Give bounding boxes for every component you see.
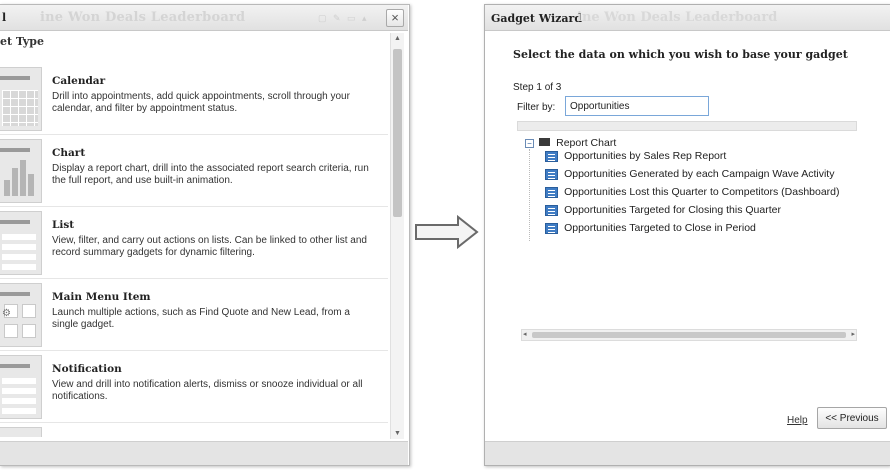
partial-thumb-icon	[0, 427, 42, 437]
wizard-content	[493, 33, 890, 435]
collapse-icon[interactable]: −	[525, 139, 534, 148]
report-icon	[545, 205, 558, 216]
gadget-type-description: View, filter, and carry out actions on lists. Can be linked to other list and record summary gadgets for dynamic filtering.	[52, 235, 367, 258]
wizard-heading: Select the data on which you wish to base your gadget	[513, 48, 848, 61]
gadget-type-name: Chart	[52, 147, 86, 159]
scroll-right-icon[interactable]: ▸	[851, 331, 855, 338]
background-window-icons: ▢ ✎ ▭ ▴	[318, 13, 369, 23]
left-dialog-title: l	[2, 11, 7, 24]
gadget-type-partial[interactable]	[0, 423, 388, 437]
help-link[interactable]: Help	[787, 415, 808, 426]
gadget-type-notification[interactable]	[0, 351, 388, 423]
report-tree	[517, 121, 857, 343]
report-icon	[545, 151, 558, 162]
chart-thumb-icon	[0, 139, 42, 203]
gadget-type-description: Display a report chart, drill into the associated report search criteria, run the full report, and use built-in animation.	[52, 163, 369, 186]
background-title-ghost: ine Won Deals Leaderboard	[577, 10, 778, 25]
wizard-titlebar	[485, 5, 890, 31]
gadget-type-description: Drill into appointments, add quick appointments, scroll through your calendar, and filter by appointment status.	[52, 91, 350, 114]
gadget-type-name: Notification	[52, 363, 122, 375]
tree-children	[545, 150, 840, 240]
gadget-type-name: Calendar	[52, 75, 106, 87]
tree-root-label: Report Chart	[556, 137, 617, 150]
menu-thumb-icon	[0, 283, 42, 347]
gear-icon: ⚙	[2, 308, 11, 319]
tree-item[interactable]	[545, 222, 840, 240]
scroll-left-icon[interactable]: ◂	[523, 331, 527, 338]
gadget-type-name: Main Menu Item	[52, 291, 151, 303]
step-indicator: Step 1 of 3	[513, 82, 562, 93]
gadget-type-description: View and drill into notification alerts, dismiss or snooze individual or all notifications.	[52, 379, 363, 402]
vertical-scrollbar[interactable]	[390, 33, 404, 439]
report-icon	[545, 223, 558, 234]
scroll-down-icon[interactable]: ▼	[394, 430, 401, 437]
filter-label: Filter by:	[517, 102, 556, 113]
horizontal-scrollbar[interactable]	[521, 329, 857, 341]
report-icon	[545, 169, 558, 180]
right-arrow-icon	[414, 214, 480, 250]
gadget-type-dialog	[0, 4, 410, 466]
tree-item-label: Opportunities Lost this Quarter to Competitors (Dashboard)	[564, 186, 840, 199]
calendar-thumb-icon	[0, 67, 42, 131]
gadget-type-list-item[interactable]	[0, 207, 388, 279]
tree-item-label: Opportunities Generated by each Campaign Wave Activity	[564, 168, 835, 181]
tree-item[interactable]	[545, 168, 840, 186]
tree-item-label: Opportunities Targeted to Close in Period	[564, 222, 756, 235]
tree-item-label: Opportunities by Sales Rep Report	[564, 150, 727, 163]
list-thumb-icon	[0, 211, 42, 275]
wizard-title: Gadget Wizard	[491, 12, 583, 25]
gadget-type-description: Launch multiple actions, such as Find Quote and New Lead, from a single gadget.	[52, 307, 350, 330]
gadget-type-name: List	[52, 219, 75, 231]
scrollbar-thumb[interactable]	[532, 332, 846, 338]
gadget-wizard-dialog	[484, 4, 890, 466]
left-dialog-footer	[0, 441, 408, 465]
gadget-type-calendar[interactable]	[0, 63, 388, 135]
tree-guide-line	[529, 149, 530, 241]
filter-input[interactable]	[565, 96, 709, 116]
close-button[interactable]: ×	[386, 9, 404, 27]
gadget-type-chart[interactable]	[0, 135, 388, 207]
report-icon	[545, 187, 558, 198]
notification-thumb-icon	[0, 355, 42, 419]
tree-header	[517, 121, 857, 131]
background-title-ghost: ine Won Deals Leaderboard	[40, 10, 246, 25]
tree-item[interactable]	[545, 204, 840, 222]
gadget-type-list	[0, 63, 388, 437]
wizard-footer	[485, 441, 890, 465]
tree-item[interactable]	[545, 150, 840, 168]
tree-item[interactable]	[545, 186, 840, 204]
scroll-up-icon[interactable]: ▲	[394, 35, 401, 42]
previous-button[interactable]: << Previous	[817, 407, 887, 429]
gadget-type-heading: et Type	[0, 35, 44, 48]
folder-icon	[539, 138, 550, 146]
left-dialog-titlebar	[0, 5, 408, 31]
gadget-type-main-menu-item[interactable]	[0, 279, 388, 351]
tree-root-report-chart[interactable]	[525, 137, 616, 151]
tree-item-label: Opportunities Targeted for Closing this Quarter	[564, 204, 781, 217]
scrollbar-thumb[interactable]	[393, 49, 402, 217]
